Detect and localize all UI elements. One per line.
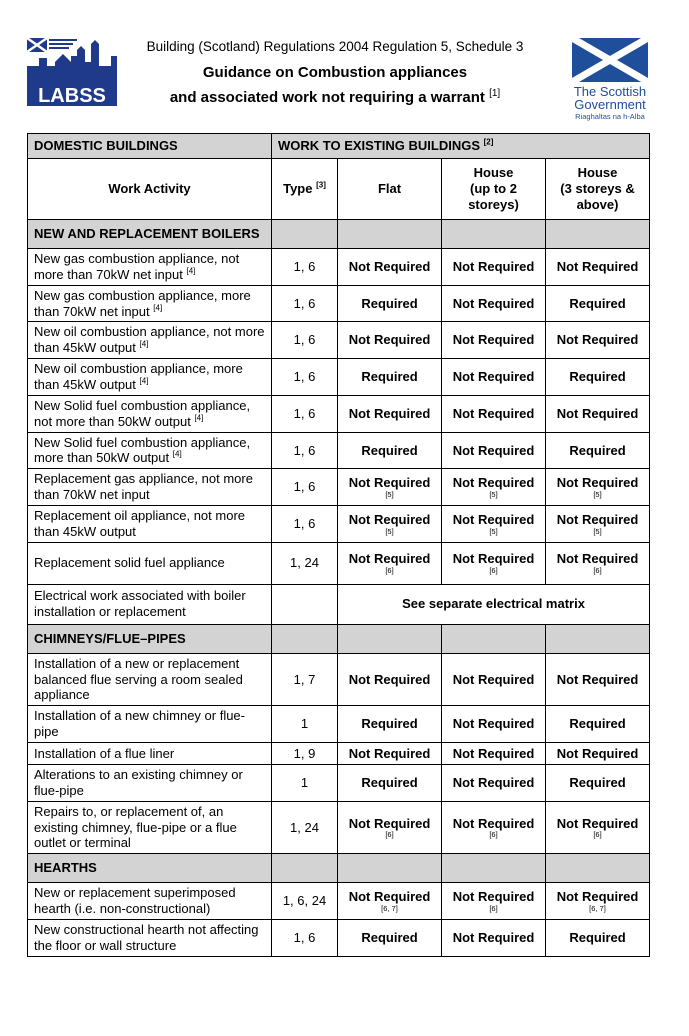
type-cell: 1, 6	[272, 322, 338, 359]
activity-footnote-ref: [4]	[172, 450, 182, 460]
requirement-footnote: [5]	[593, 526, 602, 536]
requirement-footnote: [6]	[489, 830, 498, 840]
requirement-value: Not Required	[348, 745, 431, 761]
house-2-storeys-cell	[442, 706, 546, 743]
requirement-value: Not Required	[556, 475, 639, 491]
work-activity-text: Installation of a new or replacement balanced flue serving a room sealed appliance	[34, 655, 243, 703]
type-cell: 1, 24	[272, 542, 338, 584]
table-row	[28, 285, 650, 322]
flat-cell	[338, 765, 442, 802]
requirement-footnote: [6]	[593, 830, 602, 840]
house-3-storeys-cell	[546, 765, 650, 802]
activity-footnote-ref: [4]	[194, 413, 204, 423]
flat-cell	[338, 653, 442, 706]
requirement-value: Required	[361, 929, 418, 945]
requirement-value: Not Required	[452, 475, 535, 491]
warrant-matrix-table	[27, 133, 650, 957]
requirement-value: Not Required	[348, 671, 431, 687]
activity-footnote-ref: [4]	[139, 339, 149, 349]
labss-logo-text: LABSS	[38, 85, 106, 107]
requirement-footnote: [5]	[593, 490, 602, 500]
requirement-value: Not Required	[452, 295, 535, 311]
table-row	[28, 920, 650, 957]
requirement-value: Not Required	[452, 815, 535, 831]
domestic-buildings-heading: DOMESTIC BUILDINGS	[28, 134, 272, 159]
house-3-storeys-cell	[546, 359, 650, 396]
house-3-storeys-cell	[546, 285, 650, 322]
work-activity-text: New Solid fuel combustion appliance, not more than 50kW output	[34, 397, 251, 429]
type-cell: 1	[272, 706, 338, 743]
requirement-value: Required	[569, 369, 626, 385]
section-header-cell	[272, 220, 338, 249]
section-header-cell	[338, 854, 442, 883]
house-3-storeys-cell	[546, 322, 650, 359]
gov-logo-line2: Government	[574, 97, 646, 112]
work-activity-text: New or replacement superimposed hearth (i.e. non-constructional)	[34, 885, 236, 917]
activity-footnote-ref: [4]	[153, 303, 163, 313]
table-row	[28, 506, 650, 543]
section-title: CHIMNEYS/FLUE–PIPES	[28, 624, 272, 653]
house-3-storeys-cell	[546, 395, 650, 432]
flat-cell	[338, 395, 442, 432]
requirement-value: Not Required	[452, 551, 535, 567]
labss-logo	[25, 36, 120, 108]
house-3-storeys-cell	[546, 432, 650, 469]
work-activity-text: Replacement oil appliance, not more than 45kW output	[34, 508, 246, 539]
work-activity-header: Work Activity	[28, 159, 272, 220]
work-activity-cell	[28, 359, 272, 396]
work-activity-cell: Electrical work associated with boiler installation or replacement	[28, 584, 272, 624]
requirement-value: Not Required	[348, 511, 431, 527]
flat-cell	[338, 506, 442, 543]
requirement-value: Required	[361, 442, 418, 458]
house-3-storeys-cell	[546, 801, 650, 854]
requirement-value: Not Required	[556, 889, 639, 905]
work-activity-cell	[28, 506, 272, 543]
house-2-storeys-cell	[442, 542, 546, 584]
requirement-value: Not Required	[348, 815, 431, 831]
flat-cell	[338, 469, 442, 506]
section-header-row	[28, 220, 650, 249]
requirement-value: Not Required	[452, 369, 535, 385]
house-2-storeys-cell	[442, 506, 546, 543]
type-cell: 1, 6	[272, 920, 338, 957]
house-3-storeys-header: House (3 storeys & above)	[546, 159, 650, 220]
gov-logo-line3: Riaghaltas na h-Alba	[575, 112, 645, 121]
section-title: NEW AND REPLACEMENT BOILERS	[28, 220, 272, 249]
requirement-value: Not Required	[348, 405, 431, 421]
requirement-value: Required	[569, 295, 626, 311]
type-cell: 1, 6	[272, 285, 338, 322]
regulation-reference: Building (Scotland) Regulations 2004 Regulation 5, Schedule 3	[146, 39, 524, 54]
requirement-value: Required	[361, 716, 418, 732]
gov-logo-line1: The Scottish	[573, 84, 647, 99]
house-3-storeys-cell	[546, 743, 650, 765]
section-header-cell	[546, 854, 650, 883]
existing-buildings-ref: [2]	[483, 137, 494, 147]
house-2-storeys-cell	[442, 801, 546, 854]
table-row	[28, 801, 650, 854]
requirement-value: Not Required	[348, 258, 431, 274]
work-activity-text: New Solid fuel combustion appliance, more than 50kW output	[34, 434, 251, 466]
work-activity-text: New constructional hearth not affecting the floor or wall structure	[34, 922, 259, 953]
table-row	[28, 706, 650, 743]
requirement-footnote: [6]	[593, 566, 602, 576]
type-cell: 1, 6	[272, 249, 338, 286]
requirement-footnote: [6]	[489, 566, 498, 576]
activity-footnote-ref: [4]	[139, 376, 149, 386]
flat-cell	[338, 801, 442, 854]
section-header-row	[28, 854, 650, 883]
house-2-storeys-cell	[442, 322, 546, 359]
section-header-cell	[338, 220, 442, 249]
requirement-value: Required	[569, 442, 626, 458]
house-2-storeys-cell	[442, 469, 546, 506]
table-row	[28, 542, 650, 584]
section-header-cell	[546, 624, 650, 653]
table-row	[28, 432, 650, 469]
requirement-footnote: [5]	[385, 526, 394, 536]
requirement-footnote: [5]	[385, 490, 394, 500]
flat-cell	[338, 706, 442, 743]
house-2-storeys-cell	[442, 285, 546, 322]
requirement-value: Not Required	[556, 745, 639, 761]
work-activity-text: New gas combustion appliance, not more than 70kW net input	[34, 251, 240, 282]
requirement-value: Not Required	[348, 332, 431, 348]
requirement-value: Required	[569, 929, 626, 945]
flat-cell	[338, 322, 442, 359]
requirement-value: Not Required	[452, 511, 535, 527]
type-cell: 1, 6	[272, 432, 338, 469]
house-2-storeys-cell	[442, 395, 546, 432]
requirement-value: Not Required	[556, 332, 639, 348]
type-cell: 1, 24	[272, 801, 338, 854]
requirement-value: Not Required	[452, 332, 535, 348]
electrical-matrix-note: See separate electrical matrix	[338, 584, 650, 624]
table-row	[28, 743, 650, 765]
house-2-storeys-cell	[442, 359, 546, 396]
table-row	[28, 469, 650, 506]
house-3-storeys-cell	[546, 506, 650, 543]
requirement-value: Not Required	[452, 405, 535, 421]
work-activity-text: Replacement gas appliance, not more than 70kW net input	[34, 471, 253, 503]
flat-cell	[338, 542, 442, 584]
work-activity-text: New oil combustion appliance, not more than 45kW output	[34, 324, 265, 356]
requirement-value: Not Required	[452, 716, 535, 732]
section-header-cell	[272, 854, 338, 883]
house-2-storeys-cell	[442, 653, 546, 706]
requirement-value: Not Required	[348, 889, 431, 905]
work-activity-text: New oil combustion appliance, more than 45kW output	[34, 361, 243, 393]
flat-cell	[338, 359, 442, 396]
requirement-value: Not Required	[452, 889, 535, 905]
requirement-value: Required	[569, 774, 626, 790]
work-activity-cell	[28, 249, 272, 286]
existing-buildings-heading: WORK TO EXISTING BUILDINGS [2]	[272, 134, 650, 159]
requirement-value: Not Required	[556, 405, 639, 421]
work-activity-cell	[28, 920, 272, 957]
table-row	[28, 359, 650, 396]
requirement-value: Not Required	[452, 929, 535, 945]
work-activity-cell	[28, 395, 272, 432]
work-activity-cell	[28, 542, 272, 584]
house-2-storeys-cell	[442, 765, 546, 802]
house-2-storeys-cell	[442, 883, 546, 920]
work-activity-text: Repairs to, or replacement of, an existing chimney, flue-pipe or a flue outlet or terminal	[34, 803, 237, 851]
house-3-storeys-cell	[546, 469, 650, 506]
work-activity-text: New gas combustion appliance, more than 70kW net input	[34, 287, 251, 319]
requirement-footnote: [6]	[489, 904, 498, 914]
work-activity-text: Installation of a flue liner	[34, 745, 175, 761]
requirement-value: Not Required	[556, 258, 639, 274]
house-3-storeys-cell	[546, 706, 650, 743]
flat-cell	[338, 432, 442, 469]
column-header-row	[28, 159, 650, 220]
requirement-value: Not Required	[452, 774, 535, 790]
type-header: Type [3]	[272, 159, 338, 220]
work-activity-cell	[28, 706, 272, 743]
work-activity-text: Alterations to an existing chimney or flue-pipe	[34, 767, 243, 798]
work-activity-text: Replacement solid fuel appliance	[34, 555, 225, 571]
work-activity-cell	[28, 653, 272, 706]
section-title: HEARTHS	[28, 854, 272, 883]
table-row	[28, 765, 650, 802]
section-header-cell	[272, 624, 338, 653]
type-cell: 1, 6	[272, 359, 338, 396]
document-title: Guidance on Combustion appliances	[202, 64, 468, 81]
work-activity-cell	[28, 743, 272, 765]
requirement-footnote: [6, 7]	[589, 904, 606, 914]
work-activity-cell	[28, 432, 272, 469]
house-3-storeys-cell	[546, 883, 650, 920]
table-row	[28, 653, 650, 706]
flat-cell	[338, 920, 442, 957]
requirement-value: Not Required	[556, 511, 639, 527]
type-cell: 1	[272, 765, 338, 802]
section-header-row	[28, 624, 650, 653]
work-activity-cell	[28, 322, 272, 359]
house-2-storeys-cell	[442, 920, 546, 957]
requirement-value: Not Required	[452, 671, 535, 687]
requirement-value: Not Required	[452, 258, 535, 274]
requirement-footnote: [6, 7]	[381, 904, 398, 914]
requirement-value: Not Required	[556, 671, 639, 687]
flat-header: Flat	[338, 159, 442, 220]
house-3-storeys-cell	[546, 653, 650, 706]
flat-cell	[338, 249, 442, 286]
type-cell: 1, 6	[272, 506, 338, 543]
house-3-storeys-cell	[546, 542, 650, 584]
document-subtitle	[120, 89, 550, 106]
type-cell: 1, 7	[272, 653, 338, 706]
work-activity-cell	[28, 765, 272, 802]
document-header	[0, 0, 689, 128]
type-cell: 1, 9	[272, 743, 338, 765]
table-row	[28, 322, 650, 359]
section-header-cell	[546, 220, 650, 249]
house-3-storeys-cell	[546, 249, 650, 286]
electrical-work-row	[28, 584, 650, 624]
work-activity-cell	[28, 883, 272, 920]
requirement-value: Required	[361, 774, 418, 790]
house-2-storeys-cell	[442, 432, 546, 469]
subtitle-text: and associated work not requiring a warrant	[169, 89, 485, 106]
type-cell: 1, 6	[272, 395, 338, 432]
flat-cell	[338, 285, 442, 322]
activity-footnote-ref: [4]	[186, 266, 196, 276]
requirement-value: Not Required	[556, 551, 639, 567]
section-header-cell	[442, 624, 546, 653]
requirement-value: Not Required	[348, 475, 431, 491]
type-cell: 1, 6, 24	[272, 883, 338, 920]
section-header-cell	[442, 854, 546, 883]
house-2-storeys-cell	[442, 743, 546, 765]
section-header-cell	[442, 220, 546, 249]
requirement-value: Not Required	[452, 442, 535, 458]
type-cell: 1, 6	[272, 469, 338, 506]
section-header-cell	[338, 624, 442, 653]
table-row	[28, 249, 650, 286]
house-2-storeys-cell	[442, 249, 546, 286]
requirement-value: Not Required	[452, 745, 535, 761]
house-3-storeys-cell	[546, 920, 650, 957]
requirement-footnote: [6]	[385, 566, 394, 576]
work-activity-cell	[28, 469, 272, 506]
requirement-footnote: [6]	[385, 830, 394, 840]
requirement-value: Required	[361, 295, 418, 311]
house-2-storeys-header: House (up to 2 storeys)	[442, 159, 546, 220]
flat-cell	[338, 883, 442, 920]
work-activity-cell	[28, 801, 272, 854]
subtitle-footnote-ref: [1]	[489, 88, 501, 99]
work-activity-text: Installation of a new chimney or flue-pipe	[34, 708, 245, 740]
requirement-value: Required	[569, 716, 626, 732]
scottish-government-logo	[568, 38, 652, 122]
work-activity-cell	[28, 285, 272, 322]
requirement-value: Required	[361, 369, 418, 385]
requirement-value: Not Required	[556, 815, 639, 831]
flat-cell	[338, 743, 442, 765]
requirement-footnote: [5]	[489, 490, 498, 500]
table-row	[28, 395, 650, 432]
table-top-header	[28, 134, 650, 159]
table-row	[28, 883, 650, 920]
type-cell	[272, 584, 338, 624]
requirement-value: Not Required	[348, 551, 431, 567]
requirement-footnote: [5]	[489, 526, 498, 536]
